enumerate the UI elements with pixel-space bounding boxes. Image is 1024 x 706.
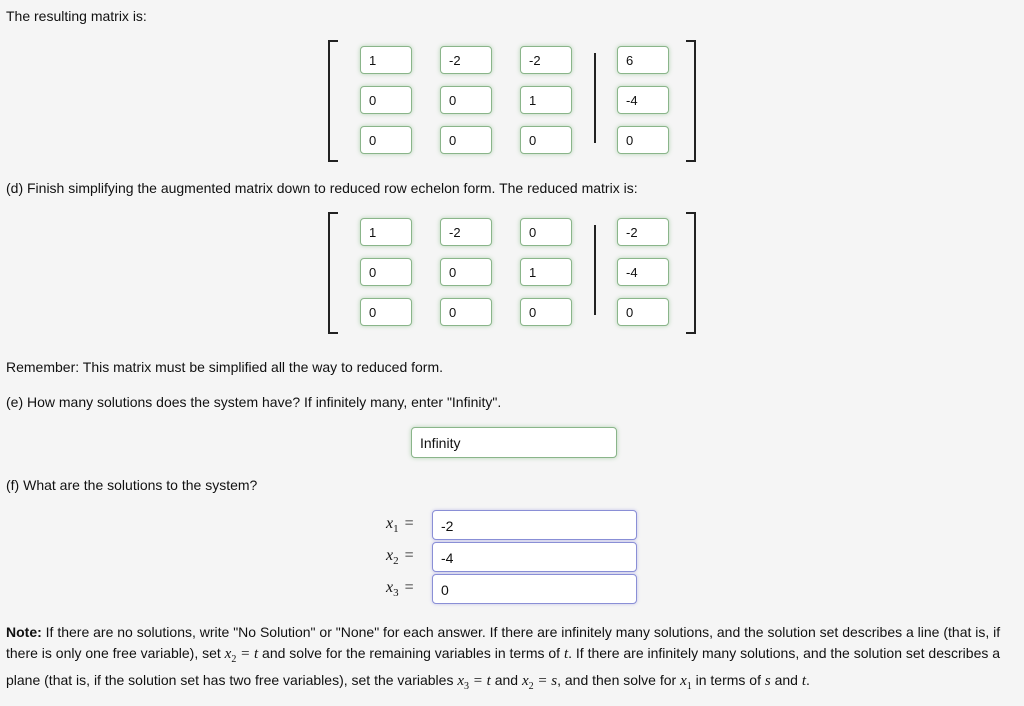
augment-bar: [594, 53, 596, 143]
matrix-cell[interactable]: 1: [520, 258, 572, 286]
matrix-cell[interactable]: 0: [520, 298, 572, 326]
note-paragraph: Note: If there are no solutions, write "No Solution" or "None" for each answer. If there are infinitely many solutions, and the solution set describes a line (that is, if there is only one free variable), set $x_2 = t$ and solve for the remaining variables in terms of t. If there are infinitely many solutions, and the solution set describes a plane (that is, if the solution set has two free variables), set the variables $x_3 = t$ and $x_2 = s$, and then solve for $x_1$ in terms of s and t.: [6, 624, 1001, 692]
question-d: (d) Finish simplifying the augmented matrix down to reduced row echelon form. The reduced matrix is:: [6, 180, 638, 196]
right-bracket: [686, 40, 696, 162]
matrix-cell[interactable]: 1: [360, 46, 412, 74]
matrix-cell[interactable]: 0: [520, 126, 572, 154]
matrix-cell[interactable]: -2: [520, 46, 572, 74]
x3-label: $x_3$ =: [386, 579, 414, 600]
x1-input[interactable]: -2: [432, 510, 637, 540]
right-bracket: [686, 212, 696, 334]
matrix-cell[interactable]: 0: [440, 86, 492, 114]
heading-resulting-matrix: The resulting matrix is:: [6, 8, 147, 24]
matrix-cell[interactable]: -2: [617, 218, 669, 246]
matrix-cell[interactable]: 0: [360, 86, 412, 114]
left-bracket: [328, 40, 338, 162]
question-e: (e) How many solutions does the system have? If infinitely many, enter "Infinity".: [6, 394, 502, 410]
matrix-cell[interactable]: 0: [360, 126, 412, 154]
solution-count-input[interactable]: Infinity: [411, 427, 617, 458]
x2-label: $x_2$ =: [386, 547, 414, 568]
x1-label: $x_1$ =: [386, 515, 414, 536]
augment-bar: [594, 225, 596, 315]
matrix-cell[interactable]: 1: [360, 218, 412, 246]
resulting-matrix: [328, 40, 696, 158]
matrix-cell[interactable]: 0: [520, 218, 572, 246]
matrix-cell[interactable]: 0: [617, 126, 669, 154]
matrix-cell[interactable]: 0: [360, 298, 412, 326]
matrix-cell[interactable]: 0: [360, 258, 412, 286]
matrix-cell[interactable]: -2: [440, 46, 492, 74]
reminder-text: Remember: This matrix must be simplified all the way to reduced form.: [6, 359, 444, 375]
matrix-cell[interactable]: -4: [617, 258, 669, 286]
matrix-cell[interactable]: 1: [520, 86, 572, 114]
matrix-cell[interactable]: 0: [440, 258, 492, 286]
matrix-cell[interactable]: -4: [617, 86, 669, 114]
question-f: (f) What are the solutions to the system?: [6, 477, 258, 493]
matrix-cell[interactable]: 6: [617, 46, 669, 74]
matrix-cell[interactable]: 0: [440, 126, 492, 154]
matrix-cell[interactable]: 0: [440, 298, 492, 326]
left-bracket: [328, 212, 338, 334]
reduced-matrix: [328, 212, 696, 330]
matrix-cell[interactable]: 0: [617, 298, 669, 326]
matrix-cell[interactable]: -2: [440, 218, 492, 246]
x3-input[interactable]: 0: [432, 574, 637, 604]
x2-input[interactable]: -4: [432, 542, 637, 572]
